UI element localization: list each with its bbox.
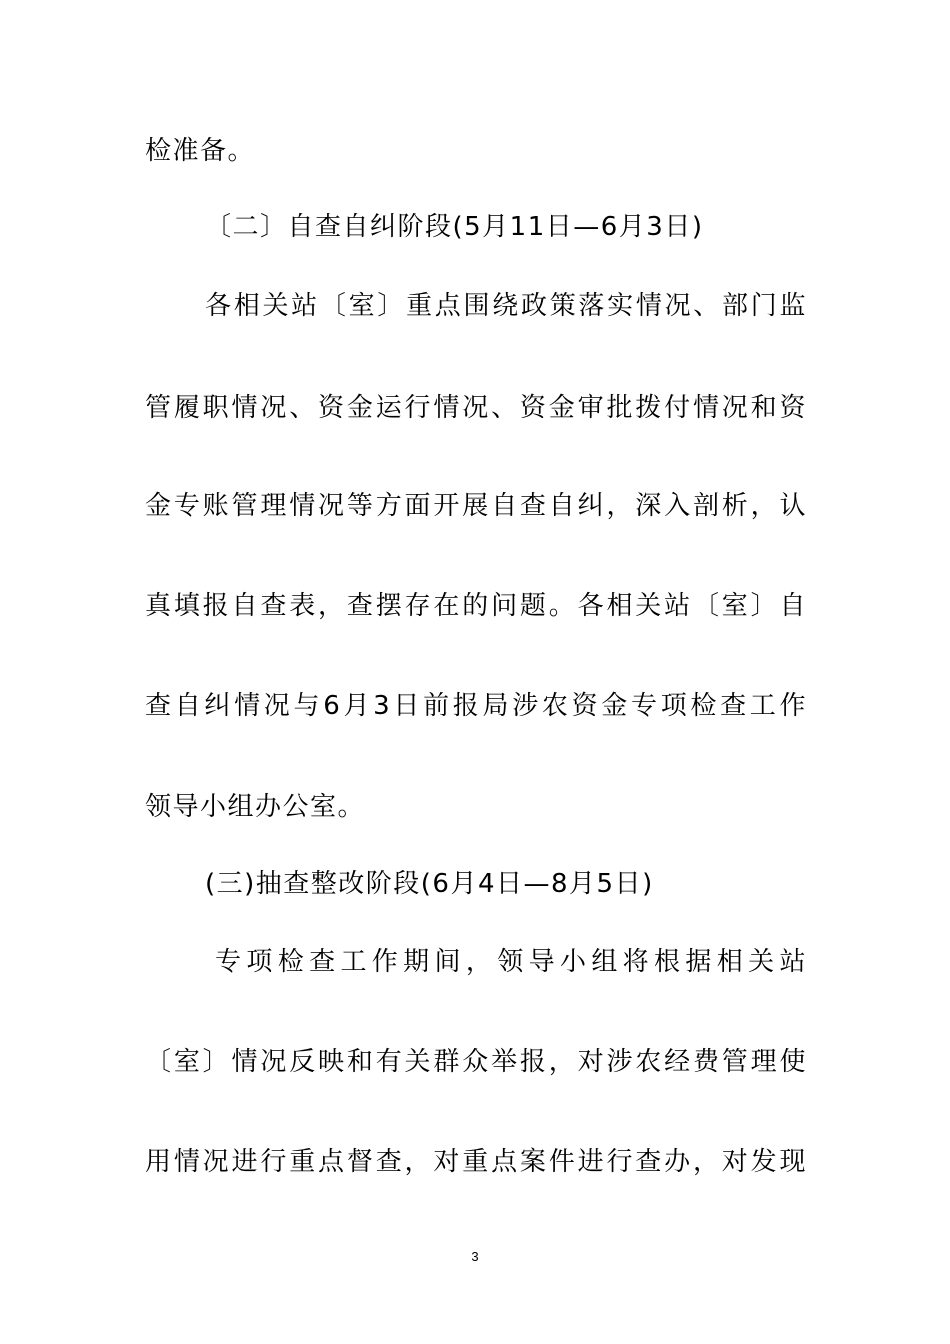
text-line-4: 管履职情况、资金运行情况、资金审批拨付情况和资 (145, 393, 807, 423)
text-line-8: 领导小组办公室。 (145, 792, 366, 822)
text-line-12: 用情况进行重点督查，对重点案件进行查办，对发现 (145, 1147, 807, 1177)
section-heading-3: (三)抽查整改阶段(6月4日—8月5日) (205, 869, 654, 899)
text-line-5: 金专账管理情况等方面开展自查自纠，深入剖析，认 (145, 491, 807, 521)
text-line-11: 〔室〕情况反映和有关群众举报，对涉农经费管理使 (145, 1047, 807, 1077)
text-line-7: 查自纠情况与6月3日前报局涉农资金专项检查工作 (145, 691, 807, 721)
text-line-10: 专项检查工作期间，领导小组将根据相关站 (215, 947, 807, 977)
text-line-6: 真填报自查表，查摆存在的问题。各相关站〔室〕自 (145, 591, 807, 621)
page-number: 3 (471, 1249, 479, 1264)
section-heading-2: 〔二〕自查自纠阶段(5月11日—6月3日) (205, 212, 704, 242)
text-line-3: 各相关站〔室〕重点围绕政策落实情况、部门监 (205, 291, 807, 321)
text-line-1: 检准备。 (145, 136, 256, 166)
